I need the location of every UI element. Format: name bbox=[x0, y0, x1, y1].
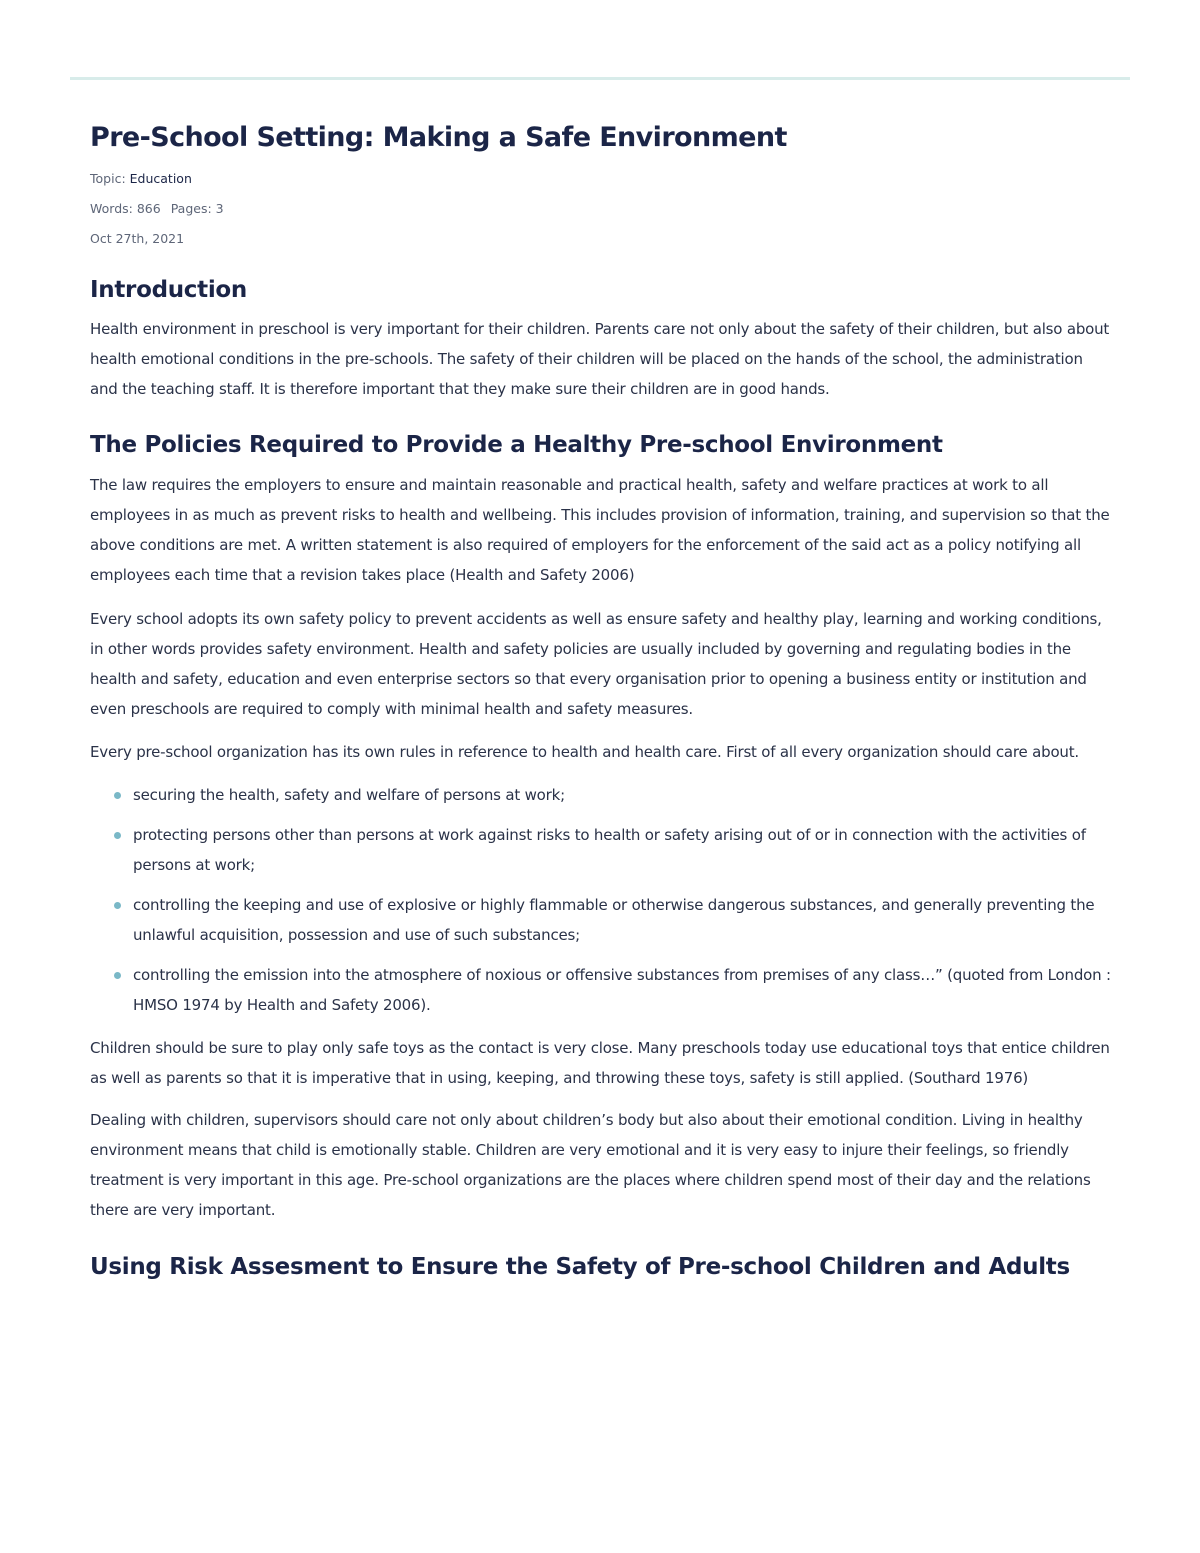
pages-label: Pages: bbox=[170, 201, 212, 216]
meta-date: Oct 27th, 2021 bbox=[90, 231, 185, 246]
list-item-text: controlling the emission into the atmosphere of noxious or offensive substances from premises of any class…” (quoted from London : HMSO 1974 by Health and Safety 2006). bbox=[133, 965, 1111, 1014]
words-value: 866 bbox=[136, 201, 161, 216]
document-body bbox=[90, 118, 1114, 1283]
bullet-icon bbox=[114, 972, 121, 979]
list-item bbox=[90, 820, 1114, 881]
list-item bbox=[90, 890, 1114, 951]
policies-paragraph-4: Children should be sure to play only safe toys as the contact is very close. Many preschools today use educational toys that entice children as well as parents so that it is imperative that in using, keeping, and throwing these toys, safety is still applied. (Southard 1976) bbox=[90, 1038, 1110, 1087]
policies-paragraph-3: Every pre-school organization has its own rules in reference to health and health care. First of all every organization should care about. bbox=[90, 743, 1079, 761]
meta-words-pages bbox=[90, 201, 1114, 217]
list-item-text: controlling the keeping and use of explosive or highly flammable or otherwise dangerous substances, and generally preventing the unlawful acquisition, possession and use of such substances; bbox=[133, 895, 1095, 944]
heading-introduction: Introduction bbox=[90, 277, 247, 303]
words-label: Words: bbox=[90, 201, 133, 216]
meta-topic bbox=[90, 171, 1114, 187]
policies-paragraph-1: The law requires the employers to ensure and maintain reasonable and practical health, safety and welfare practices at work to all employees in as much as prevent risks to health and wellbeing. This includes provision of information, training, and supervision so that the above conditions are met. A written statement is also required of employers for the enforcement of the said act as a policy notifying all employees each time that a revision takes place (Health and Safety 2006) bbox=[90, 476, 1110, 584]
topic-value[interactable]: Education bbox=[129, 171, 192, 186]
bullet-icon bbox=[114, 792, 121, 799]
bullet-icon bbox=[114, 832, 121, 839]
heading-policies: The Policies Required to Provide a Healthy Pre-school Environment bbox=[90, 432, 943, 458]
bullet-icon bbox=[114, 902, 121, 909]
list-item bbox=[90, 960, 1114, 1021]
policies-paragraph-2: Every school adopts its own safety policy to prevent accidents as well as ensure safety and healthy play, learning and working conditions, in other words provides safety environment. Health and safety policies are usually included by governing and regulating bodies in the health and safety, education and even enterprise sectors so that every organisation prior to opening a business entity or institution and even preschools are required to comply with minimal health and safety measures. bbox=[90, 610, 1102, 718]
heading-risk-assessment: Using Risk Assesment to Ensure the Safety of Pre-school Children and Adults bbox=[90, 1253, 1070, 1280]
list-item bbox=[90, 780, 1114, 811]
list-item-text: protecting persons other than persons at work against risks to health or safety arising out of or in connection with the activities of persons at work; bbox=[133, 825, 1086, 874]
intro-paragraph: Health environment in preschool is very important for their children. Parents care not only about the safety of their children, but also about health emotional conditions in the pre-schools. The safety of their children will be placed on the hands of the school, the administration and the teaching staff. It is therefore important that they make sure their children are in good hands. bbox=[90, 320, 1110, 398]
list-item-text: securing the health, safety and welfare of persons at work; bbox=[133, 786, 565, 804]
policies-paragraph-5: Dealing with children, supervisors should care not only about children’s body but also about their emotional condition. Living in healthy environment means that child is emotionally stable. Children are very emotional and it is very easy to injure their feelings, so friendly treatment is very important in this age. Pre-school organizations are the places where children spend most of their day and the relations there are very important. bbox=[90, 1110, 1091, 1219]
pages-value: 3 bbox=[215, 201, 224, 216]
policies-list bbox=[90, 780, 1114, 1021]
document-title: Pre-School Setting: Making a Safe Environment bbox=[90, 122, 787, 153]
topic-label: Topic: bbox=[90, 171, 126, 186]
top-divider bbox=[70, 77, 1130, 80]
